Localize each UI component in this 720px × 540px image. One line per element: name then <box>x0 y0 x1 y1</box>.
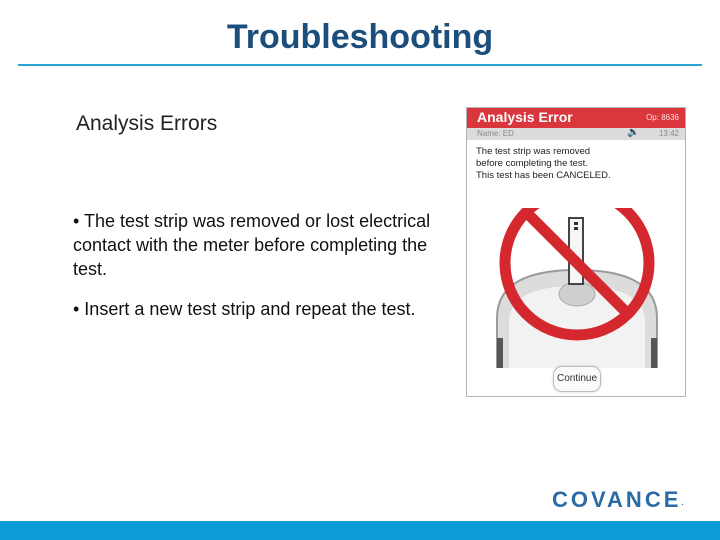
device-status-bar <box>467 128 685 140</box>
error-message-line: The test strip was removed <box>476 146 591 157</box>
removed-strip-illustration <box>487 208 667 368</box>
bullet-item: • The test strip was removed or lost electrical contact with the meter before completing the test. <box>73 211 431 279</box>
device-header <box>467 108 685 128</box>
patient-name: Name: ED <box>477 129 514 138</box>
device-header-title: Analysis Error <box>477 109 573 125</box>
error-message-line: This test has been CANCELED. <box>476 170 611 181</box>
operator-id: Op: 8636 <box>646 113 679 122</box>
continue-button[interactable]: Continue <box>553 366 601 392</box>
covance-logo <box>552 487 684 513</box>
footer-bar <box>0 521 720 540</box>
bullet-item: • Insert a new test strip and repeat the test. <box>73 299 416 319</box>
slide-title: Troubleshooting <box>226 18 494 56</box>
logo-text: COVANCE <box>552 487 682 512</box>
speaker-icon: 🔈 <box>627 127 640 138</box>
title-divider <box>18 64 702 66</box>
error-message <box>476 146 676 182</box>
device-screen <box>466 107 686 397</box>
logo-mark: . <box>681 498 684 507</box>
device-time: 13:42 <box>658 129 679 138</box>
error-message-line: before completing the test. <box>476 158 588 169</box>
slide-subtitle: Analysis Errors <box>76 112 218 135</box>
